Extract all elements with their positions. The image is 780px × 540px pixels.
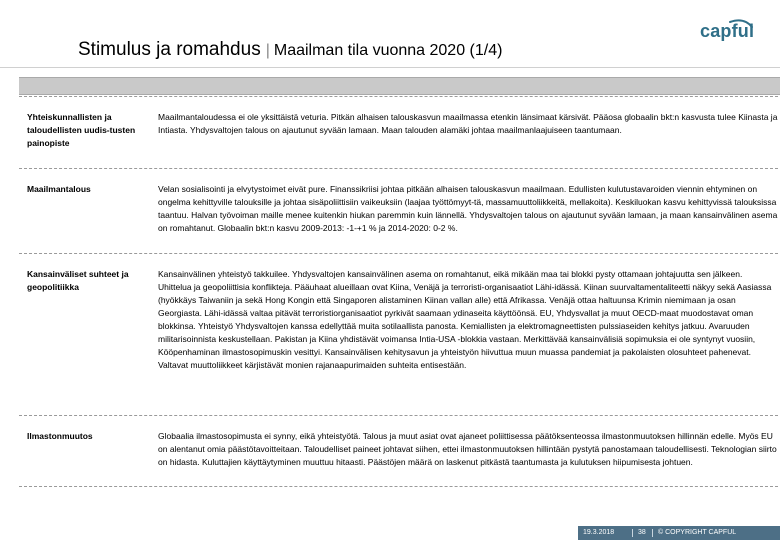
title-subtitle: Maailman tila vuonna 2020 (1/4) [273,42,503,59]
row-text: Globaalia ilmastosopimusta ei synny, eikä yhteistyötä. Talous ja muut asiat ovat ajaneet poliittisessa päätöksenteossa ilmastonmuutoksen hillinnän edelle. Myös EU on alentanut omia päästötavoitteitaan. Taloudelliset paineet johtavat siihen, ettei ilmastonmuutoksen hillintään pystytä panostamaan taloudellisesti. Teknologian siirto on hidasta. Kuluttajien käyttäytyminen muuttuu hitaasti. Päästöjen määrä on laskenut pitkästä taantumasta ja kulutuksen hiipumisesta johtuen. [158,431,777,467]
logo-text: capful [700,21,755,41]
footer-date: 19.3.2018 [583,529,615,536]
row-text: Kansainvälinen yhteistyö takkuilee. Yhdysvaltojen kansainvälinen asema on romahtanut, eikä mikään maa tai blokki pysty ottamaan johtajuutta sen jälkeen. Uhittelua ja geopoliittisia konflikteja. Pääuhaat alueillaan ovat Kiina, Venäjä ja terroristi-organisaatiot Lähi-idässä. Kiinan suurvaltamentaliteetti näkyy sekä Aasiassa (hyökkäys Taiwaniin ja sekä Hong Kongin että Singaporen alistaminen Kiinan vallan alle) että Afrikassa. Venäjä ottaa haltuunsa Krimin niemimaan ja osan Georgiasta. Lähi-idässä valtaa pitävät terroristiorganisaatiot pyrkivät saamaan ydinaseita käyttöönsä. EU, Yhdysvallat ja muut OECD-maat muodostavat oman blokkinsa. Yhteistyö Yhdysvaltojen kanssa edellyttää muita sotilaallista panosta. Kemiallisten ja elektromagneettisten pulssiaseiden kehitys jatkuu. Avaruuden militarisoinnista keskustellaan. Pakistan ja Kiina yhdistävät voimansa Intia-USA -blokkia vastaan. Merkittävää kansainvälisiä sopimuksia ei ole syntynyt vuosiin, Kööpenhaminan ilmastosopimuskin vesittyi. Kansainvälisen kehitysavun ja yhteistyön hiivuttua muun muassa pandemiat ja pakolaisten olosuhteet pahenevat. Valtavat muuttoliikkeet kärjistävät monien rajanaapurimaiden suhteita entisestään. [158,269,772,370]
row-text: Velan sosialisointi ja elvytystoimet eivät pure. Finanssikriisi johtaa pitkään alhaisen talouskasvun maailmaan. Edullisten kulutustavaroiden viennin ehtyminen on ongelma kehittyville talouksille ja johtaa sisäpoliittisiin vaikeuksiin (laajaa työttömyyt-tä, massamuuttoliikkeitä, mellakoita). Keskiluokan kasvu kehittyvissä talouksissa taantuu. Halvan työvoiman maille menee kuitenkin hiukan paremmin kuin lännellä. Yhdysvaltojen talous on ajautunut syvään lamaan, ja maan kansainvälinen asema on romahtanut. Globaalin bkt:n kasvu 2009-2013: -1-+1 % ja 2014-2020: 0-2 %. [158,184,778,233]
footer-divider [652,529,653,537]
table-row [19,168,780,253]
table-header-bar [19,77,780,95]
footer-copyright: © COPYRIGHT CAPFUL [658,529,737,536]
table-row [19,415,780,486]
table-row [19,97,780,168]
footer-bar [578,526,780,540]
slide-title [78,39,502,61]
table-row [19,253,780,415]
row-label: Kansainväliset suhteet ja geopolitiikka [27,269,129,292]
scenario-table [19,96,780,487]
row-label: Maailmantalous [27,184,91,194]
footer-divider [632,529,633,537]
title-main: Stimulus ja romahdus [78,39,261,60]
footer-page-number: 38 [638,529,646,536]
row-label: Ilmastonmuutos [27,431,93,441]
row-label: Yhteiskunnallisten ja taloudellisten uudis-tusten painopiste [27,112,136,148]
title-separator: | [265,42,270,59]
row-text: Maailmantaloudessa ei ole yksittäistä veturia. Pitkän alhaisen talouskasvun maailmassa etenkin länsimaat kärsivät. Pääosa globaalin bkt:n kasvusta tulee Kiinasta ja Intiasta. Yhdysvaltojen talous on ajautunut syvään lamaan. Maan talouden alamäki johtaa maailmanlaajuiseen taantumaan. [158,112,778,135]
header-divider [0,67,780,68]
